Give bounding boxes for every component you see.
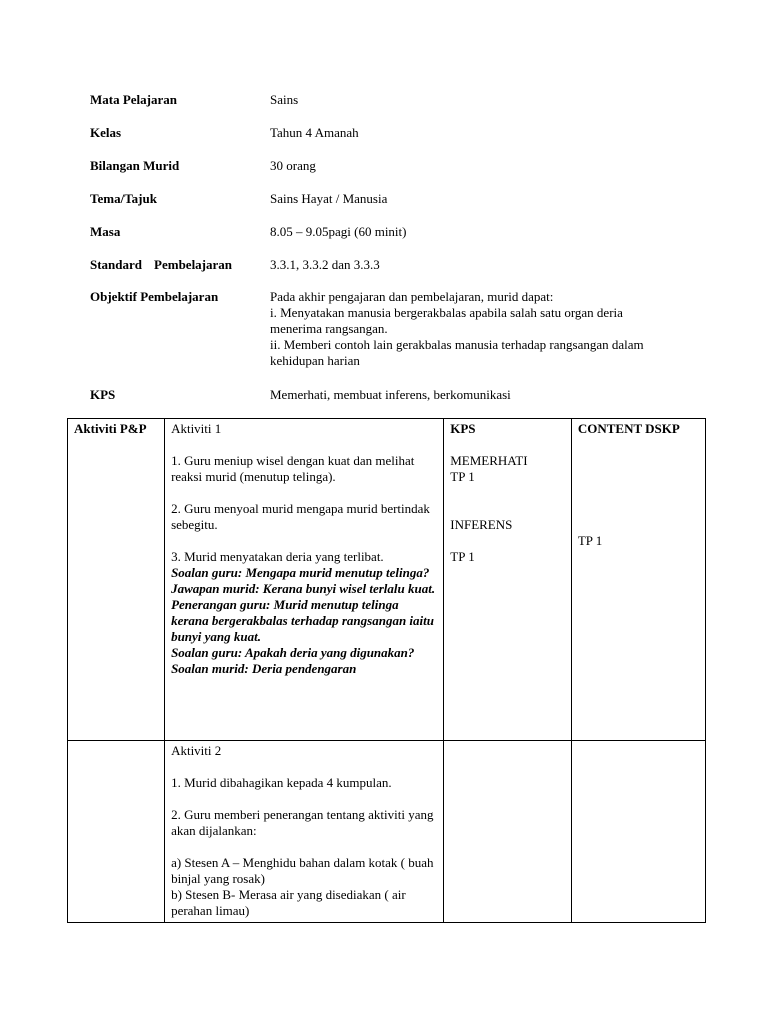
info-row-mata-pelajaran bbox=[90, 92, 298, 108]
aktiviti-1-step: 1. Guru meniup wisel dengan kuat dan melihat reaksi murid (menutup telinga). bbox=[171, 453, 415, 484]
label-standard-word: Standard bbox=[90, 257, 143, 272]
aktiviti-pnp-header: Aktiviti P&P bbox=[74, 421, 147, 436]
dialog-line: Jawapan murid: Kerana bunyi wisel terlalu kuat. bbox=[171, 581, 436, 596]
info-row-standard bbox=[90, 257, 380, 273]
info-row-masa bbox=[90, 224, 407, 240]
value-tema: Sains Hayat / Manusia bbox=[270, 191, 388, 206]
aktiviti-1-step: 3. Murid menyatakan deria yang terlibat. bbox=[171, 549, 384, 564]
value-mata-pelajaran: Sains bbox=[270, 92, 299, 107]
content-dskp-header: CONTENT DSKP bbox=[577, 421, 680, 436]
cell-kps bbox=[444, 419, 572, 741]
cell-empty bbox=[444, 741, 572, 923]
label-tema: Tema/Tajuk bbox=[90, 191, 157, 206]
label-kps: KPS bbox=[90, 387, 116, 402]
dialog-line: Soalan guru: Apakah deria yang digunakan? bbox=[171, 645, 415, 660]
info-row-objektif bbox=[90, 289, 644, 369]
value-objektif bbox=[270, 289, 644, 369]
objektif-line: ii. Memberi contoh lain gerakbalas manusia terhadap rangsangan dalam bbox=[270, 337, 644, 352]
objektif-line: kehidupan harian bbox=[270, 353, 360, 368]
objektif-line: Pada akhir pengajaran dan pembelajaran, murid dapat: bbox=[270, 289, 554, 304]
label-masa: Masa bbox=[90, 224, 121, 239]
aktiviti-1-step: 2. Guru menyoal murid mengapa murid bertindak sebegitu. bbox=[171, 501, 430, 532]
kps-item: INFERENS bbox=[450, 517, 513, 532]
value-kps: Memerhati, membuat inferens, berkomunikasi bbox=[270, 387, 511, 402]
cell-content-dskp bbox=[571, 419, 705, 741]
dialog-line: Soalan guru: Mengapa murid menutup telinga? bbox=[171, 565, 430, 580]
label-pembelajaran-word: Pembelajaran bbox=[154, 257, 233, 272]
kps-header: KPS bbox=[450, 421, 476, 436]
value-standard: 3.3.1, 3.3.2 dan 3.3.3 bbox=[270, 257, 380, 272]
info-row-bilangan-murid bbox=[90, 158, 316, 174]
dialog-line: Soalan murid: Deria pendengaran bbox=[171, 661, 357, 676]
aktiviti-2-step: b) Stesen B- Merasa air yang disediakan ( air perahan limau) bbox=[171, 887, 406, 918]
label-kelas: Kelas bbox=[90, 125, 122, 140]
cell-aktiviti-header bbox=[68, 419, 165, 741]
aktiviti-1-title: Aktiviti 1 bbox=[171, 421, 222, 436]
value-masa: 8.05 – 9.05pagi (60 minit) bbox=[270, 224, 407, 239]
dskp-item: TP 1 bbox=[577, 533, 603, 548]
aktiviti-2-title: Aktiviti 2 bbox=[171, 743, 222, 758]
kps-item: TP 1 bbox=[450, 469, 475, 484]
cell-empty bbox=[68, 741, 165, 923]
dialog-line: Penerangan guru: Murid menutup telinga kerana bergerakbalas terhadap rangsangan iaitu bunyi yang kuat. bbox=[171, 597, 434, 644]
info-row-tema bbox=[90, 191, 387, 207]
aktiviti-2-step: 2. Guru memberi penerangan tentang aktiviti yang akan dijalankan: bbox=[171, 807, 434, 838]
table-row bbox=[68, 419, 706, 741]
info-row-kps bbox=[90, 387, 511, 403]
cell-aktiviti-1 bbox=[165, 419, 444, 741]
aktiviti-2-step: a) Stesen A – Menghidu bahan dalam kotak ( buah binjal yang rosak) bbox=[171, 855, 434, 886]
table-row bbox=[68, 741, 706, 923]
label-standard bbox=[90, 257, 270, 273]
label-objektif: Objektif Pembelajaran bbox=[90, 289, 219, 304]
cell-empty bbox=[571, 741, 705, 923]
cell-aktiviti-2 bbox=[165, 741, 444, 923]
activity-table bbox=[67, 418, 706, 923]
label-bilangan-murid: Bilangan Murid bbox=[90, 158, 180, 173]
value-kelas: Tahun 4 Amanah bbox=[270, 125, 359, 140]
objektif-line: i. Menyatakan manusia bergerakbalas apabila salah satu organ deria bbox=[270, 305, 623, 320]
aktiviti-2-step: 1. Murid dibahagikan kepada 4 kumpulan. bbox=[171, 775, 392, 790]
info-row-kelas bbox=[90, 125, 359, 141]
value-bilangan-murid: 30 orang bbox=[270, 158, 316, 173]
kps-item: TP 1 bbox=[450, 549, 475, 564]
kps-item: MEMERHATI bbox=[450, 453, 528, 468]
objektif-line: menerima rangsangan. bbox=[270, 321, 388, 336]
label-mata-pelajaran: Mata Pelajaran bbox=[90, 92, 178, 107]
